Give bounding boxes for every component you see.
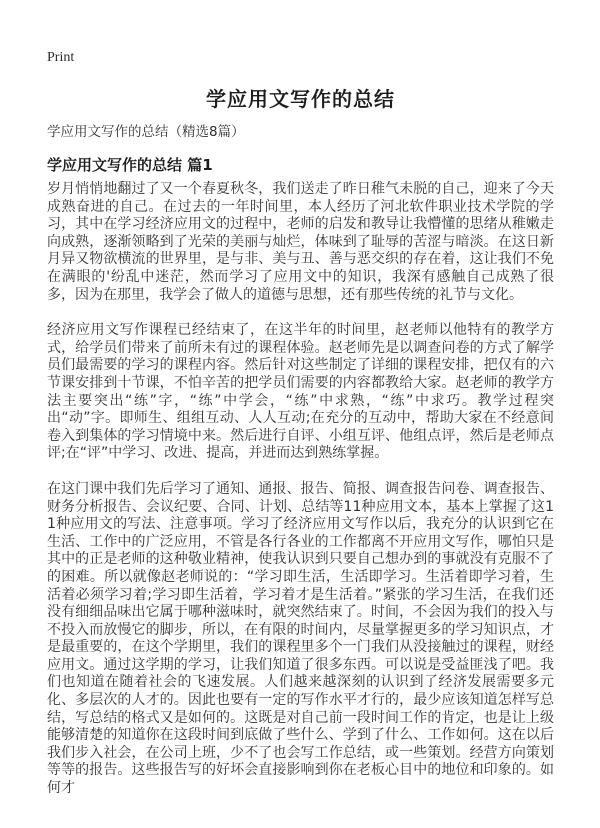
- section-heading-part1: 学应用文写作的总结 篇1: [47, 155, 213, 174]
- body-paragraph: 在这门课中我们先后学习了通知、通报、报告、简报、调查报告问卷、调查报告、财务分析报告、会议纪要、合同、计划、总结等11种应用文本，基本上掌握了这11种应用文的写法、注意事项。学习了经济应用文写作以后，我充分的认识到它在生活、工作中的广泛应用，不管是各行各业的工作都离不开应用文写作，哪怕只是其中的正是老师的这种敬业精神，使我认识到只要自己想办到的事就没有克服不了的困难。所以就像赵老师说的：“学习即生活，生活即学习。生活着即学习着，生活着必须学习着;学习即生活着，学习着才是生活着。”紧张的学习生活，在我们还没有细细品味出它属于哪种滋味时，就突然结束了。时间，不会因为我们的投入与不投入而放慢它的脚步，所以，在有限的时间内，尽量掌握更多的学习知识点，才是最重要的，在这个学期里，我们的课程里多个一门我们从没接触过的课程，财经应用文。通过这学期的学习，让我们知道了很多东西。可以说是受益匪浅了吧。我们也知道在随着社会的飞速发展。人们越来越深刻的认识到了经济发展需要多元化、多层次的人才的。因此也要有一定的写作水平才行的，最少应该知道怎样写总结，写总结的格式又是如何的。这既是对自己前一段时间工作的肯定，也是让上级能够清楚的知道你在这段时间到底做了些什么、学到了什么、工作如何。这在以后我们步入社会，在公司上班，少不了也会写工作总结，或一些策划。经营方向策划等等的报告。这些报告写的好坏会直接影响到你在老板心目中的地位和印象的。如何才: [47, 480, 554, 797]
- body-paragraph: 岁月悄悄地翻过了又一个春夏秋冬，我们送走了昨日稚气未脱的自己，迎来了今天成熟奋进的自己。在过去的一年时间里，本人经历了河北软件职业技术学院的学习，其中在学习经济应用文的过程中，老师的启发和教导让我懵懂的思绪从稚嫩走向成熟，逐渐领略到了光荣的美丽与灿烂，体味到了耻辱的苦涩与暗淡。在这日新月异又物欲横流的世界里，是与非、美与丑、善与恶交织的存在着，这让我们不免在满眼的'纷乱中迷茫，然而学习了应用文中的知识，我深有感触自己成熟了很多，因为在那里，我学会了做人的道德与思想，还有那些传统的礼节与文化。: [47, 181, 554, 303]
- print-link[interactable]: Print: [47, 50, 75, 65]
- page-title: 学应用文写作的总结: [206, 87, 395, 111]
- page-subtitle: 学应用文写作的总结（精选8篇）: [47, 124, 245, 140]
- body-paragraph: 经济应用文写作课程已经结束了，在这半年的时间里，赵老师以他特有的教学方式，给学员们带来了前所未有过的课程体验。赵老师先是以调查问卷的方式了解学员们最需要的学习的课程内容。然后针对这些制定了详细的课程安排，把仅有的六节课安排到十节课，不怕辛苦的把学员们需要的内容都教给大家。赵老师的教学方法主要突出“练”字，“练”中学会，“练”中求熟，“练”中求巧。教学过程突出“动”字。即师生、组组互动、人人互动;在充分的互动中，帮助大家在不经意间卷入到集体的学习情境中来。然后进行自评、小组互评、他组点评，然后是老师点评;在“评”中学习、改进、提高，并进而达到熟练掌握。: [47, 322, 554, 462]
- document-body: [47, 181, 554, 798]
